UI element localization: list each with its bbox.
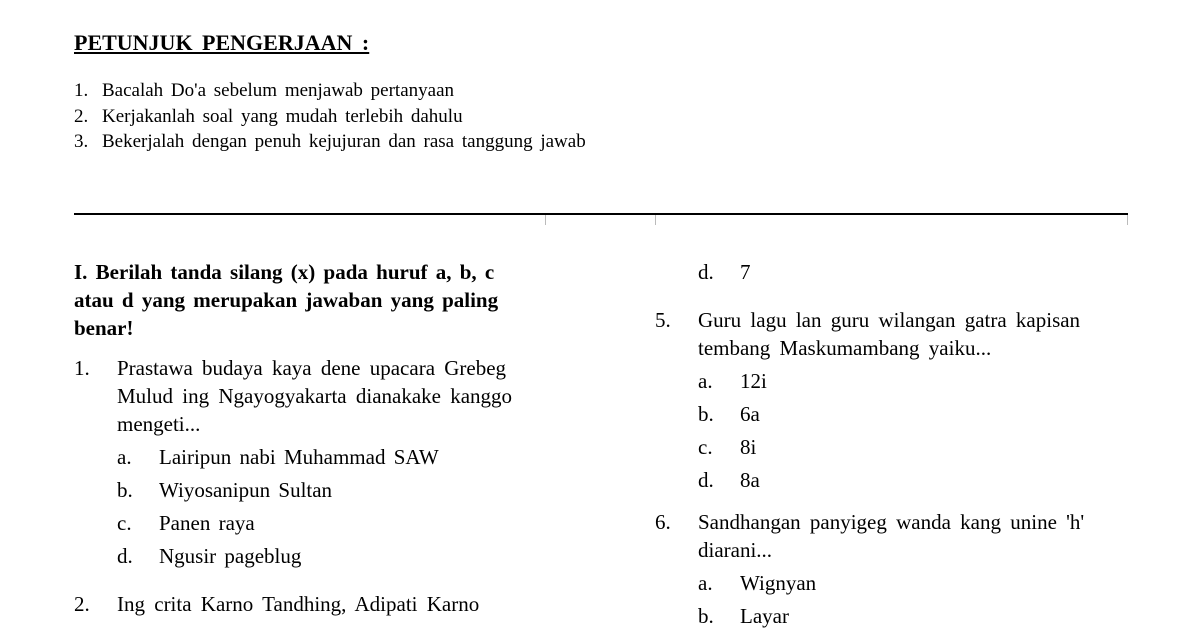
section-title: I. Berilah tanda silang (x) pada huruf a, b, c atau d yang merupakan jawaban yang paling benar! (74, 260, 499, 340)
question-2 (74, 590, 554, 618)
question-6 (655, 508, 1135, 564)
option-letter: d. (698, 468, 714, 492)
option-letter: b. (698, 402, 714, 426)
question-1 (74, 354, 554, 438)
spacer (655, 494, 1135, 508)
option-text: Ngusir pageblug (159, 544, 302, 568)
instruction-item (74, 129, 586, 155)
option-d[interactable] (698, 258, 1135, 286)
question-number: 5. (655, 308, 671, 332)
option-b[interactable] (698, 602, 1135, 630)
option-text: 6a (740, 402, 760, 426)
option-letter: a. (698, 369, 713, 393)
option-a[interactable] (698, 367, 1135, 395)
right-column (655, 258, 1135, 630)
question-number: 2. (74, 592, 90, 616)
question-text: Sandhangan panyigeg wanda kang unine 'h' diarani... (698, 510, 1085, 562)
option-letter: c. (698, 435, 713, 459)
option-text: Panen raya (159, 511, 255, 535)
question-text: Ing crita Karno Tandhing, Adipati Karno (117, 592, 480, 616)
instruction-item (74, 104, 586, 130)
option-c[interactable] (698, 433, 1135, 461)
option-letter: b. (698, 604, 714, 628)
spacer (74, 570, 554, 590)
option-a[interactable] (698, 569, 1135, 597)
instruction-text: Kerjakanlah soal yang mudah terlebih dahulu (102, 105, 463, 127)
option-text: 12i (740, 369, 767, 393)
option-text: Layar (740, 604, 789, 628)
option-letter: d. (698, 260, 714, 284)
option-text: 8a (740, 468, 760, 492)
instruction-number: 2. (74, 105, 89, 127)
option-letter: b. (117, 478, 133, 502)
instruction-number: 3. (74, 131, 89, 152)
instructions-list (74, 78, 586, 155)
option-b[interactable] (698, 400, 1135, 428)
option-text: Lairipun nabi Muhammad SAW (159, 445, 439, 469)
option-text: Wiyosanipun Sultan (159, 478, 333, 502)
column-tick-mark (655, 215, 656, 225)
option-d[interactable] (698, 466, 1135, 494)
instruction-number: 1. (74, 80, 89, 101)
question-number: 6. (655, 510, 671, 534)
option-text: 8i (740, 435, 757, 459)
instructions-heading: PETUNJUK PENGERJAAN : (74, 30, 370, 55)
option-c[interactable] (117, 509, 554, 537)
option-letter: a. (698, 571, 713, 595)
option-b[interactable] (117, 476, 554, 504)
question-5 (655, 306, 1135, 362)
question-number: 1. (74, 356, 90, 380)
question-text: Prastawa budaya kaya dene upacara Grebeg Mulud ing Ngayogyakarta dianakake kanggo mengeti... (117, 356, 513, 436)
option-letter: d. (117, 544, 133, 568)
question-text: Guru lagu lan guru wilangan gatra kapisan tembang Maskumambang yaiku... (698, 308, 1081, 360)
option-letter: c. (117, 511, 132, 535)
option-a[interactable] (117, 443, 554, 471)
column-tick-mark (1127, 215, 1128, 225)
section-divider (74, 213, 1128, 215)
column-tick-mark (545, 215, 546, 225)
left-column (74, 258, 554, 618)
option-letter: a. (117, 445, 132, 469)
instruction-item (74, 78, 586, 104)
option-text: 7 (740, 260, 751, 284)
instruction-text: Bekerjalah dengan penuh kejujuran dan rasa tanggung jawab (102, 131, 586, 152)
instruction-text: Bacalah Do'a sebelum menjawab pertanyaan (102, 80, 454, 101)
option-d[interactable] (117, 542, 554, 570)
option-text: Wignyan (740, 571, 817, 595)
spacer (655, 286, 1135, 306)
